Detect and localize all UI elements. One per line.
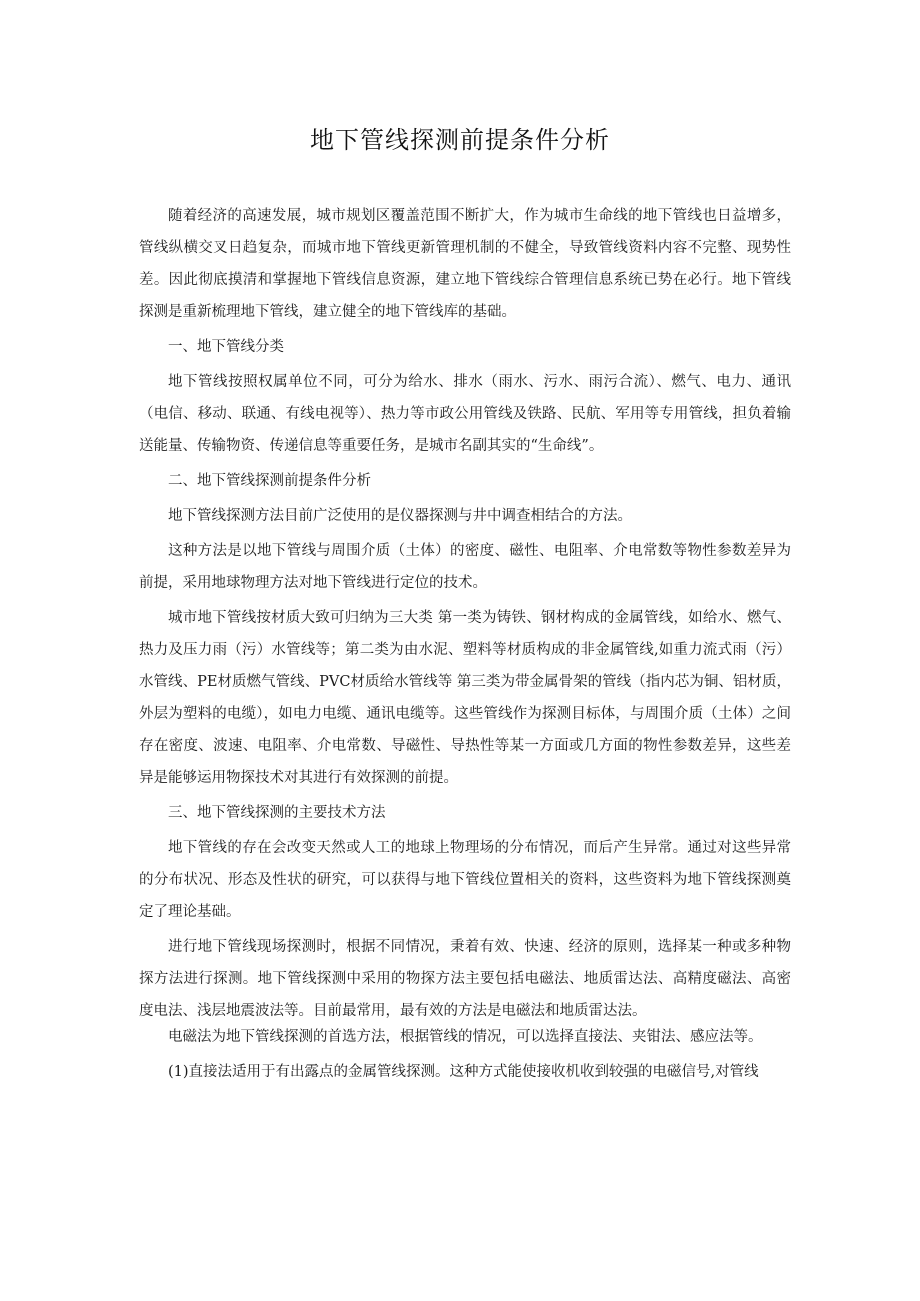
paragraph-field-methods: 进行地下管线现场探测时，根据不同情况，秉着有效、快速、经济的原则，选择某一种或多种物探方法进行探测。地下管线探测中采用的物探方法主要包括电磁法、地质雷达法、高精度磁法、高密度电法、浅层地震波法等。目前最常用，最有效的方法是电磁法和地质雷达法。 bbox=[139, 939, 791, 1019]
section-heading-1: 一、地下管线分类 bbox=[168, 339, 284, 355]
section-heading-2: 二、地下管线探测前提条件分析 bbox=[168, 473, 371, 489]
paragraph-method-overview: 地下管线探测方法目前广泛使用的是仪器探测与井中调查相结合的方法。 bbox=[168, 508, 632, 524]
section-heading-3: 三、地下管线探测的主要技术方法 bbox=[168, 805, 386, 821]
paragraph-direct-method: (1)直接法适用于有出露点的金属管线探测。这种方式能使接收机收到较强的电磁信号,对管线 bbox=[168, 1064, 759, 1080]
paragraph-intro: 随着经济的高速发展，城市规划区覆盖范围不断扩大，作为城市生命线的地下管线也日益增多，管线纵横交叉日趋复杂，而城市地下管线更新管理机制的不健全，导致管线资料内容不完整、现势性差。因此彻底摸清和掌握地下管线信息资源，建立地下管线综合管理信息系统已势在必行。地下管线探测是重新梳理地下管线，建立健全的地下管线库的基础。 bbox=[139, 208, 791, 320]
document-title: 地下管线探测前提条件分析 bbox=[310, 126, 610, 154]
paragraph-classification: 地下管线按照权属单位不同，可分为给水、排水（雨水、污水、雨污合流）、燃气、电力、通讯（电信、移动、联通、有线电视等）、热力等市政公用管线及铁路、民航、军用等专用管线，担负着输送能量、传输物资、传递信息等重要任务，是城市名副其实的“生命线”。 bbox=[139, 374, 791, 454]
paragraph-electromagnetic: 电磁法为地下管线探测的首选方法，根据管线的情况，可以选择直接法、夹钳法、感应法等。 bbox=[168, 1029, 763, 1045]
paragraph-physical-field: 地下管线的存在会改变天然或人工的地球上物理场的分布情况，而后产生异常。通过对这些异常的分布状况、形态及性状的研究，可以获得与地下管线位置相关的资料，这些资料为地下管线探测奠定了理论基础。 bbox=[139, 840, 791, 920]
paragraph-material-classes: 城市地下管线按材质大致可归纳为三大类 第一类为铸铁、钢材构成的金属管线，如给水、燃气、热力及压力雨（污）水管线等；第二类为由水泥、塑料等材质构成的非金属管线,如重力流式雨（污）水管线、PE材质燃气管线、PVC材质给水管线等 第三类为带金属骨架的管线（指内芯为铜、铝材质，外层为塑料的电缆），如电力电缆、通讯电缆等。这些管线作为探测目标体，与周围介质（土体）之间存在密度、波速、电阻率、介电常数、导磁性、导热性等某一方面或几方面的物性参数差异，这些差异是能够运用物探技术对其进行有效探测的前提。 bbox=[139, 610, 791, 786]
paragraph-method-premise: 这种方法是以地下管线与周围介质（土体）的密度、磁性、电阻率、介电常数等物性参数差异为前提，采用地球物理方法对地下管线进行定位的技术。 bbox=[139, 543, 791, 591]
document-body bbox=[139, 200, 791, 1091]
